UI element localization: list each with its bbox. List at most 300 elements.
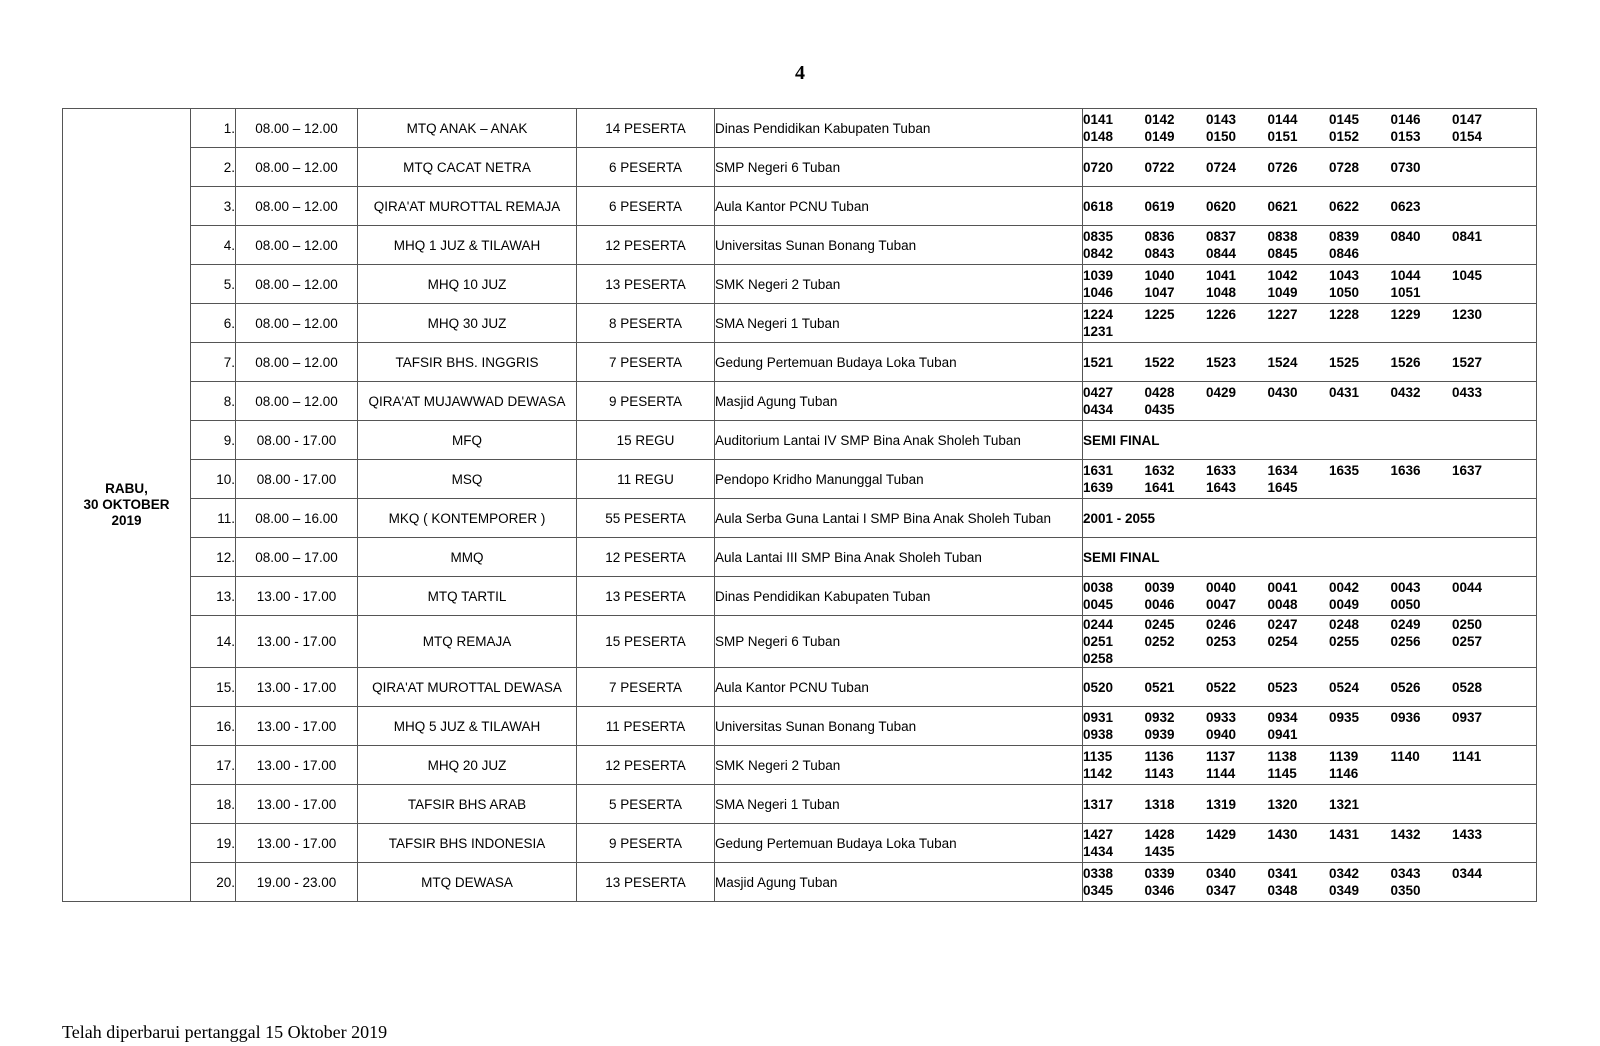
table-row <box>63 343 1537 382</box>
time-cell: 13.00 - 17.00 <box>236 707 358 746</box>
time-cell: 08.00 - 17.00 <box>236 421 358 460</box>
schedule-body <box>63 109 1537 902</box>
branch-cell: QIRA'AT MUJAWWAD DEWASA <box>358 382 577 421</box>
participant-code: 0843 <box>1144 246 1175 261</box>
code-line <box>1083 633 1536 650</box>
time-cell: 08.00 – 12.00 <box>236 226 358 265</box>
row-number: 19. <box>191 824 236 863</box>
time-cell: 08.00 – 17.00 <box>236 538 358 577</box>
participant-code: 1229 <box>1390 307 1421 322</box>
row-number: 16. <box>191 707 236 746</box>
participant-code: 0345 <box>1083 883 1114 898</box>
row-number: 14. <box>191 616 236 668</box>
participant-code: 0251 <box>1083 634 1114 649</box>
participant-code: 0349 <box>1329 883 1360 898</box>
code-line <box>1083 679 1536 696</box>
table-row <box>63 538 1537 577</box>
code-line <box>1083 726 1536 743</box>
participant-code: 1636 <box>1390 463 1421 478</box>
venue-cell: Aula Serba Guna Lantai I SMP Bina Anak Sholeh Tuban <box>715 499 1083 538</box>
participant-codes <box>1083 863 1537 902</box>
participant-code: 1319 <box>1206 796 1237 812</box>
participant-code: 0934 <box>1267 710 1298 725</box>
participant-count: 12 PESERTA <box>577 538 715 577</box>
participant-code: 0344 <box>1452 866 1483 881</box>
time-cell: 13.00 - 17.00 <box>236 824 358 863</box>
participant-code: 0427 <box>1083 385 1114 400</box>
participant-code: 1641 <box>1144 480 1175 495</box>
participant-code: 1632 <box>1144 463 1175 478</box>
code-line <box>1083 765 1536 782</box>
participant-code: 1631 <box>1083 463 1114 478</box>
branch-cell: MMQ <box>358 538 577 577</box>
participant-code: 1318 <box>1144 796 1175 812</box>
participant-code: 0147 <box>1452 112 1483 127</box>
participant-code: 0940 <box>1206 727 1237 742</box>
branch-cell: MHQ 1 JUZ & TILAWAH <box>358 226 577 265</box>
table-row <box>63 499 1537 538</box>
participant-code: 0153 <box>1390 129 1421 144</box>
venue-cell: Pendopo Kridho Manunggal Tuban <box>715 460 1083 499</box>
table-row <box>63 668 1537 707</box>
participant-count: 12 PESERTA <box>577 746 715 785</box>
participant-code: 1432 <box>1390 827 1421 842</box>
participant-code: 0931 <box>1083 710 1114 725</box>
participant-code: 1044 <box>1390 268 1421 283</box>
venue-cell: Gedung Pertemuan Budaya Loka Tuban <box>715 824 1083 863</box>
participant-code: 0720 <box>1083 159 1114 175</box>
venue-cell: Auditorium Lantai IV SMP Bina Anak Sholeh Tuban <box>715 421 1083 460</box>
participant-code: 0044 <box>1452 580 1483 595</box>
participant-code: 1526 <box>1390 354 1421 370</box>
participant-code: 1145 <box>1267 766 1297 781</box>
participant-code: 0144 <box>1267 112 1298 127</box>
participant-code: 0846 <box>1329 246 1360 261</box>
participant-code: 0618 <box>1083 198 1114 214</box>
table-row <box>63 577 1537 616</box>
participant-code: 0935 <box>1329 710 1360 725</box>
participant-codes <box>1083 265 1537 304</box>
venue-cell: SMP Negeri 6 Tuban <box>715 616 1083 668</box>
venue-cell: Aula Kantor PCNU Tuban <box>715 668 1083 707</box>
row-number: 18. <box>191 785 236 824</box>
participant-code: 0142 <box>1144 112 1175 127</box>
time-cell: 08.00 - 17.00 <box>236 460 358 499</box>
participant-code: 0041 <box>1267 580 1298 595</box>
participant-code: 0428 <box>1144 385 1175 400</box>
participant-code: 0933 <box>1206 710 1237 725</box>
participant-code: 0257 <box>1452 634 1483 649</box>
participant-code: 0141 <box>1083 112 1114 127</box>
table-row <box>63 785 1537 824</box>
participant-code: 1143 <box>1144 766 1174 781</box>
participant-codes <box>1083 226 1537 265</box>
participant-code: 0244 <box>1083 617 1114 632</box>
branch-cell: MTQ ANAK – ANAK <box>358 109 577 148</box>
participant-code: 0049 <box>1329 597 1360 612</box>
participant-count: 7 PESERTA <box>577 343 715 382</box>
participant-code: 1231 <box>1083 324 1114 339</box>
table-row <box>63 304 1537 343</box>
participant-code: 0842 <box>1083 246 1114 261</box>
code-line <box>1083 159 1536 176</box>
venue-cell: Gedung Pertemuan Budaya Loka Tuban <box>715 343 1083 382</box>
code-line <box>1083 401 1536 418</box>
row-number: 13. <box>191 577 236 616</box>
participant-code: 1429 <box>1206 827 1237 842</box>
participant-code: 1633 <box>1206 463 1237 478</box>
participant-code: 0619 <box>1144 198 1175 214</box>
participant-codes <box>1083 460 1537 499</box>
row-number: 11. <box>191 499 236 538</box>
participant-code: 1040 <box>1144 268 1175 283</box>
code-line <box>1083 479 1536 496</box>
participant-code: 0245 <box>1144 617 1175 632</box>
participant-code: 1141 <box>1452 749 1482 764</box>
participant-code: 0050 <box>1390 597 1421 612</box>
code-line <box>1083 111 1536 128</box>
participant-code: 1041 <box>1206 268 1237 283</box>
day-text: RABU, <box>105 481 148 496</box>
participant-code: 1146 <box>1329 766 1359 781</box>
participant-count: 13 PESERTA <box>577 577 715 616</box>
participant-count: 11 REGU <box>577 460 715 499</box>
row-number: 7. <box>191 343 236 382</box>
venue-cell: SMP Negeri 6 Tuban <box>715 148 1083 187</box>
participant-code: 0338 <box>1083 866 1114 881</box>
venue-cell: Aula Lantai III SMP Bina Anak Sholeh Tuban <box>715 538 1083 577</box>
participant-code: 1320 <box>1267 796 1298 812</box>
participant-code: 0435 <box>1144 402 1175 417</box>
participant-code: 1051 <box>1390 285 1421 300</box>
schedule-table <box>62 108 1537 902</box>
participant-code: 1637 <box>1452 463 1483 478</box>
participant-count: 7 PESERTA <box>577 668 715 707</box>
participant-code: 0524 <box>1329 679 1360 695</box>
participant-code: 1137 <box>1206 749 1236 764</box>
participant-codes <box>1083 109 1537 148</box>
row-number: 15. <box>191 668 236 707</box>
participant-code: 1521 <box>1083 354 1114 370</box>
code-line <box>1083 354 1536 371</box>
table-row <box>63 863 1537 902</box>
participant-code: 0347 <box>1206 883 1237 898</box>
participant-code: 0150 <box>1206 129 1237 144</box>
venue-cell: Masjid Agung Tuban <box>715 863 1083 902</box>
participant-count: 6 PESERTA <box>577 148 715 187</box>
participant-code: 0143 <box>1206 112 1237 127</box>
participant-code: 1136 <box>1144 749 1174 764</box>
participant-code: 1144 <box>1206 766 1236 781</box>
participant-code: 0154 <box>1452 129 1483 144</box>
participant-codes <box>1083 421 1537 460</box>
row-number: 12. <box>191 538 236 577</box>
table-row <box>63 616 1537 668</box>
branch-cell: MTQ DEWASA <box>358 863 577 902</box>
participant-code: 1139 <box>1329 749 1359 764</box>
time-cell: 13.00 - 17.00 <box>236 668 358 707</box>
participant-code: 0724 <box>1206 159 1237 175</box>
code-line <box>1083 432 1536 449</box>
day-cell <box>63 109 191 902</box>
code-line <box>1083 198 1536 215</box>
table-row <box>63 226 1537 265</box>
participant-codes <box>1083 304 1537 343</box>
code-line <box>1083 616 1536 633</box>
participant-code: 1224 <box>1083 307 1114 322</box>
participant-code: 0937 <box>1452 710 1483 725</box>
row-number: 2. <box>191 148 236 187</box>
time-cell: 08.00 – 12.00 <box>236 343 358 382</box>
table-row <box>63 148 1537 187</box>
participant-code: 1634 <box>1267 463 1298 478</box>
participant-code: 0248 <box>1329 617 1360 632</box>
participant-code: 1039 <box>1083 268 1114 283</box>
code-line <box>1083 267 1536 284</box>
participant-code: 0346 <box>1144 883 1175 898</box>
branch-cell: TAFSIR BHS INDONESIA <box>358 824 577 863</box>
participant-code: 1525 <box>1329 354 1360 370</box>
code-line <box>1083 228 1536 245</box>
participant-code: 0152 <box>1329 129 1360 144</box>
venue-cell: Masjid Agung Tuban <box>715 382 1083 421</box>
participant-code: 0250 <box>1452 617 1483 632</box>
code-line <box>1083 748 1536 765</box>
code-line <box>1083 510 1536 527</box>
participant-code: 1635 <box>1329 463 1360 478</box>
participant-code: 1142 <box>1083 766 1113 781</box>
code-line <box>1083 128 1536 145</box>
participant-code: 0520 <box>1083 679 1114 695</box>
participant-code: 0839 <box>1329 229 1360 244</box>
branch-cell: MHQ 30 JUZ <box>358 304 577 343</box>
participant-code: 0151 <box>1267 129 1298 144</box>
participant-code: 0247 <box>1267 617 1298 632</box>
participant-code: 2001 - 2055 <box>1083 510 1156 526</box>
participant-code: 0936 <box>1390 710 1421 725</box>
participant-code: 0341 <box>1267 866 1298 881</box>
participant-code: 1434 <box>1083 844 1114 859</box>
time-cell: 08.00 – 12.00 <box>236 148 358 187</box>
row-number: 17. <box>191 746 236 785</box>
participant-code: 0840 <box>1390 229 1421 244</box>
participant-code: 1225 <box>1144 307 1175 322</box>
participant-code: 0255 <box>1329 634 1360 649</box>
participant-code: 0254 <box>1267 634 1298 649</box>
participant-code: 0433 <box>1452 385 1483 400</box>
participant-count: 9 PESERTA <box>577 824 715 863</box>
time-cell: 08.00 – 12.00 <box>236 187 358 226</box>
day-text: 30 OKTOBER <box>83 497 170 512</box>
participant-count: 13 PESERTA <box>577 863 715 902</box>
participant-code: 0432 <box>1390 385 1421 400</box>
code-line <box>1083 709 1536 726</box>
participant-code: 0728 <box>1329 159 1360 175</box>
code-line <box>1083 462 1536 479</box>
participant-codes <box>1083 343 1537 382</box>
row-number: 1. <box>191 109 236 148</box>
venue-cell: Dinas Pendidikan Kabupaten Tuban <box>715 577 1083 616</box>
participant-code: 0038 <box>1083 580 1114 595</box>
row-number: 9. <box>191 421 236 460</box>
participant-code: 1138 <box>1267 749 1297 764</box>
participant-code: 0256 <box>1390 634 1421 649</box>
participant-count: 15 PESERTA <box>577 616 715 668</box>
participant-code: 0726 <box>1267 159 1298 175</box>
participant-code: 0844 <box>1206 246 1237 261</box>
participant-count: 5 PESERTA <box>577 785 715 824</box>
code-line <box>1083 306 1536 323</box>
participant-code: 0048 <box>1267 597 1298 612</box>
participant-code: 1227 <box>1267 307 1298 322</box>
code-line <box>1083 865 1536 882</box>
time-cell: 13.00 - 17.00 <box>236 577 358 616</box>
page-number: 4 <box>795 62 805 84</box>
code-line <box>1083 323 1536 340</box>
participant-code: 1527 <box>1452 354 1483 370</box>
participant-code: 0939 <box>1144 727 1175 742</box>
participant-code: 0522 <box>1206 679 1237 695</box>
participant-code: 1317 <box>1083 796 1114 812</box>
row-number: 20. <box>191 863 236 902</box>
participant-code: 0431 <box>1329 385 1360 400</box>
table-row <box>63 824 1537 863</box>
branch-cell: MHQ 5 JUZ & TILAWAH <box>358 707 577 746</box>
participant-code: 1226 <box>1206 307 1237 322</box>
venue-cell: SMA Negeri 1 Tuban <box>715 785 1083 824</box>
participant-code: 1643 <box>1206 480 1237 495</box>
participant-code: 1428 <box>1144 827 1175 842</box>
branch-cell: MHQ 20 JUZ <box>358 746 577 785</box>
participant-code: 1050 <box>1329 285 1360 300</box>
participant-code: 0040 <box>1206 580 1237 595</box>
participant-code: 0045 <box>1083 597 1114 612</box>
participant-code: 0938 <box>1083 727 1114 742</box>
participant-code: 1430 <box>1267 827 1298 842</box>
participant-code: 1042 <box>1267 268 1298 283</box>
participant-code: 1645 <box>1267 480 1298 495</box>
venue-cell: SMA Negeri 1 Tuban <box>715 304 1083 343</box>
participant-code: 0429 <box>1206 385 1237 400</box>
time-cell: 19.00 - 23.00 <box>236 863 358 902</box>
participant-code: 0835 <box>1083 229 1114 244</box>
participant-code: 1048 <box>1206 285 1237 300</box>
participant-code: 0246 <box>1206 617 1237 632</box>
venue-cell: SMK Negeri 2 Tuban <box>715 265 1083 304</box>
participant-code: 0146 <box>1390 112 1421 127</box>
venue-cell: Dinas Pendidikan Kabupaten Tuban <box>715 109 1083 148</box>
participant-code: 0252 <box>1144 634 1175 649</box>
code-line <box>1083 843 1536 860</box>
participant-code: 1140 <box>1390 749 1420 764</box>
participant-code: 1046 <box>1083 285 1114 300</box>
participant-code: 0845 <box>1267 246 1298 261</box>
table-row <box>63 382 1537 421</box>
code-line <box>1083 384 1536 401</box>
row-number: 6. <box>191 304 236 343</box>
participant-code: 0430 <box>1267 385 1298 400</box>
table-row <box>63 421 1537 460</box>
participant-code: SEMI FINAL <box>1083 549 1160 565</box>
participant-codes <box>1083 824 1537 863</box>
branch-cell: MTQ CACAT NETRA <box>358 148 577 187</box>
participant-code: 0042 <box>1329 580 1360 595</box>
participant-code: 1523 <box>1206 354 1237 370</box>
participant-count: 14 PESERTA <box>577 109 715 148</box>
participant-count: 8 PESERTA <box>577 304 715 343</box>
participant-code: 1321 <box>1329 796 1360 812</box>
participant-code: 1230 <box>1452 307 1483 322</box>
participant-code: 1135 <box>1083 749 1113 764</box>
participant-code: 0528 <box>1452 679 1483 695</box>
participant-code: 1049 <box>1267 285 1298 300</box>
participant-code: 0841 <box>1452 229 1483 244</box>
branch-cell: MHQ 10 JUZ <box>358 265 577 304</box>
participant-code: 0838 <box>1267 229 1298 244</box>
participant-code: 0623 <box>1390 198 1421 214</box>
participant-code: 0046 <box>1144 597 1175 612</box>
table-row <box>63 746 1537 785</box>
participant-code: 0043 <box>1390 580 1421 595</box>
branch-cell: MTQ REMAJA <box>358 616 577 668</box>
time-cell: 08.00 – 16.00 <box>236 499 358 538</box>
table-row <box>63 707 1537 746</box>
time-cell: 13.00 - 17.00 <box>236 746 358 785</box>
participant-count: 6 PESERTA <box>577 187 715 226</box>
participant-codes <box>1083 148 1537 187</box>
participant-code: 0526 <box>1390 679 1421 695</box>
venue-cell: SMK Negeri 2 Tuban <box>715 746 1083 785</box>
participant-count: 12 PESERTA <box>577 226 715 265</box>
participant-code: 0149 <box>1144 129 1175 144</box>
participant-code: 0836 <box>1144 229 1175 244</box>
time-cell: 13.00 - 17.00 <box>236 616 358 668</box>
participant-codes <box>1083 382 1537 421</box>
participant-code: 0039 <box>1144 580 1175 595</box>
code-line <box>1083 596 1536 613</box>
participant-count: 11 PESERTA <box>577 707 715 746</box>
row-number: 5. <box>191 265 236 304</box>
branch-cell: TAFSIR BHS. INGGRIS <box>358 343 577 382</box>
participant-code: 0343 <box>1390 866 1421 881</box>
participant-code: 0350 <box>1390 883 1421 898</box>
participant-code: 0148 <box>1083 129 1114 144</box>
branch-cell: TAFSIR BHS ARAB <box>358 785 577 824</box>
participant-count: 15 REGU <box>577 421 715 460</box>
participant-codes <box>1083 577 1537 616</box>
participant-code: 0342 <box>1329 866 1360 881</box>
code-line <box>1083 826 1536 843</box>
row-number: 8. <box>191 382 236 421</box>
participant-code: 0253 <box>1206 634 1237 649</box>
participant-code: 1435 <box>1144 844 1175 859</box>
participant-code: 0521 <box>1144 679 1175 695</box>
row-number: 10. <box>191 460 236 499</box>
participant-code: 0730 <box>1390 159 1421 175</box>
code-line <box>1083 245 1536 262</box>
code-line <box>1083 796 1536 813</box>
participant-code: 1228 <box>1329 307 1360 322</box>
participant-codes <box>1083 707 1537 746</box>
participant-code: 0941 <box>1267 727 1298 742</box>
participant-code: 0621 <box>1267 198 1298 214</box>
code-line <box>1083 549 1536 566</box>
table-row <box>63 187 1537 226</box>
participant-code: 0434 <box>1083 402 1114 417</box>
participant-code: 0340 <box>1206 866 1237 881</box>
participant-code: 0523 <box>1267 679 1298 695</box>
participant-code: 0837 <box>1206 229 1237 244</box>
